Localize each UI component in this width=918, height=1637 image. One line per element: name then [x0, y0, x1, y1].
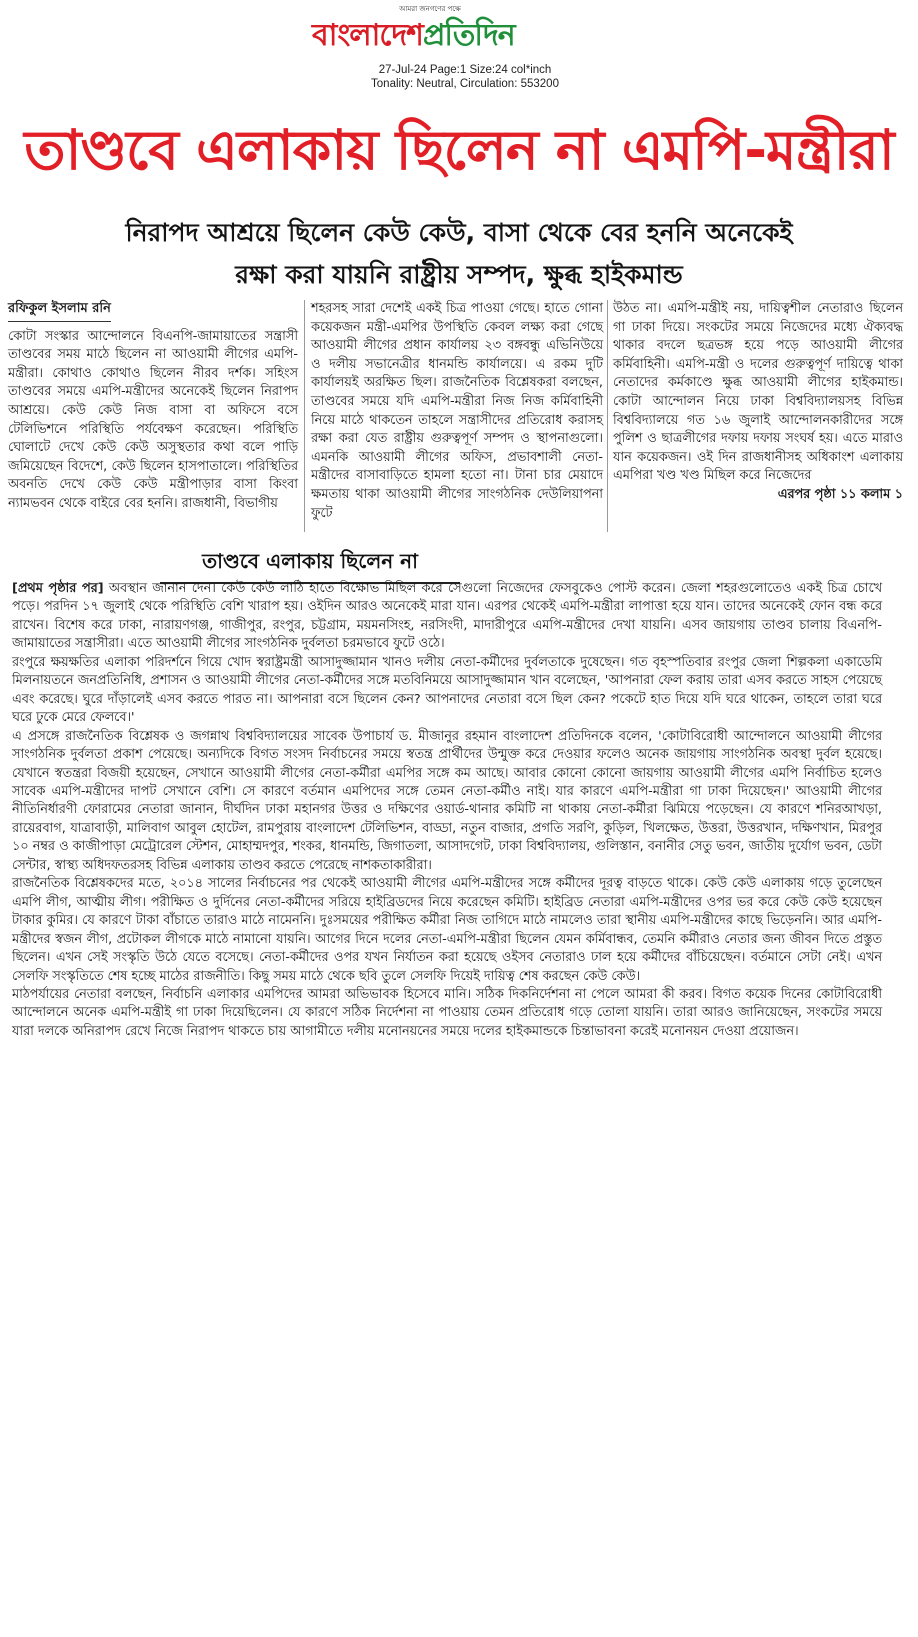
article-column-1	[8, 300, 298, 514]
byline: রফিকুল ইসলাম রনি	[8, 300, 111, 322]
column-2-text: শহরসহ সারা দেশেই একই চিত্র পাওয়া গেছে। হাতে গোনা কয়েকজন মন্ত্রী-এমপির উপস্থিতি কেবল লক্ষ্য করা গেছে আওয়ামী লীগের প্রধান কার্যালয় ২৩ বঙ্গবন্ধু এভিনিউয়ে ও দলীয় সভানেত্রীর ধানমন্ডি কার্যালয়ে। এ রকম দুটি কার্যালয়ই অরক্ষিত ছিল। রাজনৈতিক বিশ্লেষকরা বলছেন, তাণ্ডবের সময়ে যদি এমপি-মন্ত্রীরা নিজ নিজ কর্মিবাহিনী নিয়ে মাঠে থাকতেন তাহলে সন্ত্রাসীদের প্রতিরোধ করাসহ রক্ষা করা যেত রাষ্ট্রীয় গুরুত্বপূর্ণ সম্পদ ও স্থাপনাগুলো। এমনকি আওয়ামী লীগের অফিস, প্রভাবশালী নেতা-মন্ত্রীদের বাসাবাড়িতে হামলা হতো না। টানা চার মেয়াদে ক্ষমতায় থাকা আওয়ামী লীগের সাংগঠনিক দেউলিয়াপনা ফুটে	[311, 301, 603, 521]
continuation-paragraph: মাঠপর্যায়ের নেতারা বলছেন, নির্বাচনি এলাকার এমপিদের আমরা অভিভাবক হিসেবে মানি। সঠিক দিকনির্দেশনা না পেলে আমরা কী করব। বিগত কয়েক দিনের কোটাবিরোধী আন্দোলনে অনেক এমপি-মন্ত্রীই গা ঢাকা দিয়েছিলেন। যে কারণে সঠিক নির্দেশনা না পাওয়ায় তেমন প্রতিরোধ গড়ে তোলা যায়নি। তারা আরও জানিয়েছেন, সংকটের সময়ে যারা দলকে অনিরাপদ রেখে নিজে নিরাপদ থাকতে চায় আগামীতে দলীয় মনোনয়নের সময়ে দলের হাইকমান্ডকে চিন্তাভাবনা করেই মনোনয়ন দেওয়া প্রয়োজন।	[12, 986, 882, 1039]
newspaper-logo	[312, 11, 515, 62]
article-column-3	[613, 300, 903, 505]
masthead-tagline: আমরা জনগণের পক্ষে	[399, 5, 461, 13]
logo-part-red: বাংলাদেশ	[312, 18, 423, 53]
continuation-paragraph: এ প্রসঙ্গে রাজনৈতিক বিশ্লেষক ও জগন্নাথ বিশ্ববিদ্যালয়ের সাবেক উপাচার্য ড. মীজানুর রহমান বাংলাদেশ প্রতিদিনকে বলেন, 'কোটাবিরোধী আন্দোলনে আওয়ামী লীগের সাংগঠনিক দুর্বলতা প্রকাশ পেয়েছে। অন্যদিকে বিগত সংসদ নির্বাচনের সময়ে স্বতন্ত্র প্রার্থীদের উন্মুক্ত করে দেওয়ার ফলেও অনেক জায়গায় সাংগঠনিক অবস্থা দুর্বল হয়েছে। যেখানে স্বতন্ত্ররা বিজয়ী হয়েছেন, সেখানে আওয়ামী লীগের নেতা-কর্মীরা এমপির সঙ্গে কম আছে। আবার কোনো কোনো জায়গায় আওয়ামী লীগের এমপি নির্বাচিত হলেও সাবেক এমপি-মন্ত্রীদের দাপট সেখানে বেশি। সে কারণে বর্তমান এমপিদের সঙ্গে তেমন নেতা-কর্মীও নাই। যার কারণে এমপি-মন্ত্রীরা গা ঢাকা দিয়েছেন।' আওয়ামী লীগের নীতিনির্ধারণী ফোরামের নেতারা জানান, দীর্ঘদিন ঢাকা মহানগর উত্তর ও দক্ষিণের ওয়ার্ড-থানার কমিটি না থাকায় নেতা-কর্মীরা ঝিমিয়ে পড়েছেন। যে কারণে শনিরআখড়া, রায়েরবাগ, যাত্রাবাড়ী, মালিবাগ আবুল হোটেল, রামপুরায় বাংলাদেশ টেলিভিশন, বাড্ডা, নতুন বাজার, প্রগতি সরণি, কুড়িল, খিলক্ষেত, উত্তরা, উত্তরখান, দক্ষিণখান, মিরপুর ১০ নম্বর ও কাজীপাড়া মেট্রোরেল স্টেশন, মোহাম্মদপুর, শংকর, ধানমন্ডি, জিগাতলা, আসাদগেট, ঢাকা বিশ্ববিদ্যালয়, গুলিস্তান, বনানীর সেতু ভবন, জাতীয় দুর্যোগ ভবন, ডেটা সেন্টার, স্বাস্থ্য অধিদফতরসহ বিভিন্ন এলাকায় তাণ্ডব করতে পেরেছে নাশকতাকারীরা।	[12, 728, 882, 873]
column-divider	[607, 300, 608, 532]
continuation-kicker: [প্রথম পৃষ্ঠার পর]	[12, 581, 104, 596]
tonality-info: Tonality: Neutral, Circulation: 553200	[371, 78, 559, 90]
headline: তাণ্ডবে এলাকায় ছিলেন না এমপি-মন্ত্রীরা	[24, 118, 894, 182]
continuation-heading: তাণ্ডবে এলাকায় ছিলেন না	[0, 547, 620, 584]
clip-info: 27-Jul-24 Page:1 Size:24 col*inch	[378, 64, 552, 76]
continuation-paragraph-text: অবস্থান জানান দেন। কেউ কেউ লাঠি হাতে বিক্ষোভ মিছিল করে সেগুলো নিজেদের ফেসবুকেও পোস্ট করেন। জেলা শহরগুলোতেও একই চিত্র চোখে পড়ে। পরদিন ১৭ জুলাই থেকে পরিস্থিতি বেশি খারাপ হয়। ওইদিন আরও অনেকেই মারা যান। এরপর থেকেই এমপি-মন্ত্রীরা লাপাত্তা হয়ে যান। তাদের অনেকেই ফোন বন্ধ করে রাখেন। বিশেষ করে ঢাকা, নারায়ণগঞ্জ, গাজীপুর, রংপুর, চট্টগ্রাম, ময়মনসিংহ, নরসিংদী, মাদারীপুরে এমপি-মন্ত্রীদের দেখা যায়নি। এসব জায়গায় তাণ্ডব চালায় বিএনপি-জামায়াতের সন্ত্রাসীরা। এতে আওয়ামী লীগের সাংগঠনিক দুর্বলতা চরমভাবে ফুটে ওঠে।	[12, 581, 882, 652]
continuation-paragraph: রংপুরে ক্ষয়ক্ষতির এলাকা পরিদর্শনে গিয়ে খোদ স্বরাষ্ট্রমন্ত্রী আসাদুজ্জামান খানও দলীয় নেতা-কর্মীদের দুর্বলতাকে দুষেছেন। গত বৃহস্পতিবার রংপুর জেলা শিল্পকলা একাডেমি মিলনায়তনে জনপ্রতিনিধি, প্রশাসন ও আওয়ামী লীগের নেতা-কর্মীদের সঙ্গে মতবিনিময়ে আসাদুজ্জামান খান বলেছেন, 'আপনারা ফেল করায় তারা এসব করতে সাহস পেয়েছে এবং করেছে। ঘুরে দাঁড়ালেই এসব করতে পারত না। আপনারা বসে ছিলেন কেন? আপনাদের নেতারা বসে ছিল কেন? পকেটে হাত দিয়ে যদি ঘরে থাকেন, তাহলে তারা ঘরে ঘরে ঢুকে মেরে ফেলবে।'	[12, 654, 882, 726]
subheadline-1: নিরাপদ আশ্রয়ে ছিলেন কেউ কেউ, বাসা থেকে বের হননি অনেকেই	[125, 218, 793, 247]
continuation-body	[12, 580, 882, 1041]
masthead	[0, 0, 918, 96]
column-1-text: কোটা সংস্কার আন্দোলনে বিএনপি-জামায়াতের সন্ত্রাসী তাণ্ডবের সময় মাঠে ছিলেন না আওয়ামী লীগের এমপি-মন্ত্রীরা। কোথাও কোথাও ছিলেন নীরব দর্শক। সহিংস তাণ্ডবের সময়ে এমপি-মন্ত্রীদের অনেকেই ছিলেন নিরাপদ আশ্রয়ে। কেউ কেউ নিজ বাসা বা অফিসে বসে টেলিভিশনে পরিস্থিতি পর্যবেক্ষণ করেছেন। পরিস্থিতি ঘোলাটে দেখে কেউ কেউ অসুস্থতার কথা বলে পাড়ি জমিয়েছেন বিদেশে, কেউ ছিলেন হাসপাতালে। পরিস্থিতির অবনতি দেখে কেউ কেউ মন্ত্রীপাড়ার বাসা কিংবা ন্যামভবন থেকে বাইরে বের হননি। রাজধানী, বিভাগীয়	[8, 328, 298, 511]
continuation-paragraph: রাজনৈতিক বিশ্লেষকদের মতে, ২০১৪ সালের নির্বাচনের পর থেকেই আওয়ামী লীগের এমপি-মন্ত্রীদের সঙ্গে কর্মীদের দূরত্ব বাড়তে থাকে। কেউ কেউ এলাকায় গড়ে তুলেছেন এমপি লীগ, আত্মীয় লীগ। পরীক্ষিত ও দুর্দিনের নেতা-কর্মীদের সরিয়ে হাইব্রিডদের নিয়ে করেছেন কমিটি। হাইব্রিড নেতারা এমপি-মন্ত্রীদের ওপর ভর করে কেউ কেউ হয়েছেন টাকার কুমির। যে কারণে টাকা বাঁচাতে তারাও মাঠে নামেননি। দুঃসময়ের পরীক্ষিত কর্মীরা নিজ তাগিদে মাঠে নামলেও তারা স্থানীয় এমপি-মন্ত্রীদের কাছে ভিড়েননি। আর এমপি-মন্ত্রীদের স্বজন লীগ, প্রটোকল লীগকে মাঠে নামানো যায়নি। আগের দিনে দলের নেতা-এমপি-মন্ত্রীরা ছিলেন যেমন কর্মিবান্ধব, তেমনি কর্মীরাও নেতার জন্য জীবন দিতে প্রস্তুত ছিলেন। এখন সেই সংস্কৃতি উঠে যেতে বসেছে। নেতা-কর্মীদের ওপর যখন নির্যাতন করা হয়েছে ওইসব নেতারাও ঢাল হয়ে কর্মীদের বাঁচিয়েছেন। বর্তমানে সেটা নেই। এখন সেলফি সংস্কৃতিতে শেষ হচ্ছে মাঠের রাজনীতি। কিছু সময় মাঠে থেকে ছবি তুলে সেলফি দিয়েই দায়িত্ব শেষ করছেন কেউ কেউ।	[12, 876, 882, 984]
continuation-paragraph	[12, 580, 882, 654]
column-3-text: উঠত না। এমপি-মন্ত্রীই নয়, দায়িত্বশীল নেতারাও ছিলেন গা ঢাকা দিয়ে। সংকটের সময়ে নিজেদের মধ্যে ঐক্যবদ্ধ থাকার বদলে ছত্রভঙ্গ হয়ে পড়ে আওয়ামী লীগের কর্মিবাহিনী। এমপি-মন্ত্রী ও দলের গুরুত্বপূর্ণ দায়িত্বে থাকা নেতাদের কর্মকাণ্ডে ক্ষুব্ধ আওয়ামী লীগের হাইকমান্ড। কোটা আন্দোলন নিয়ে ঢাকা বিশ্ববিদ্যালয়সহ বিভিন্ন বিশ্ববিদ্যালয়ে গত ১৬ জুলাই আন্দোলনকারীদের সঙ্গে পুলিশ ও ছাত্রলীগের দফায় দফায় সংঘর্ষ হয়। এতে মারাও যান কয়েকজন। ওই দিন রাজধানীসহ অধিকাংশ এলাকায় এমপিরা খণ্ড খণ্ড মিছিল করে নিজেদের	[613, 301, 903, 484]
column-divider	[304, 300, 305, 532]
article-column-2	[311, 300, 603, 523]
jump-reference: এরপর পৃষ্ঠা ১১ কলাম ১	[777, 486, 903, 502]
logo-part-green: প্রতিদিন	[422, 18, 515, 53]
subheadline-2: রক্ষা করা যায়নি রাষ্ট্রীয় সম্পদ, ক্ষুব্ধ হাইকমান্ড	[235, 260, 683, 289]
